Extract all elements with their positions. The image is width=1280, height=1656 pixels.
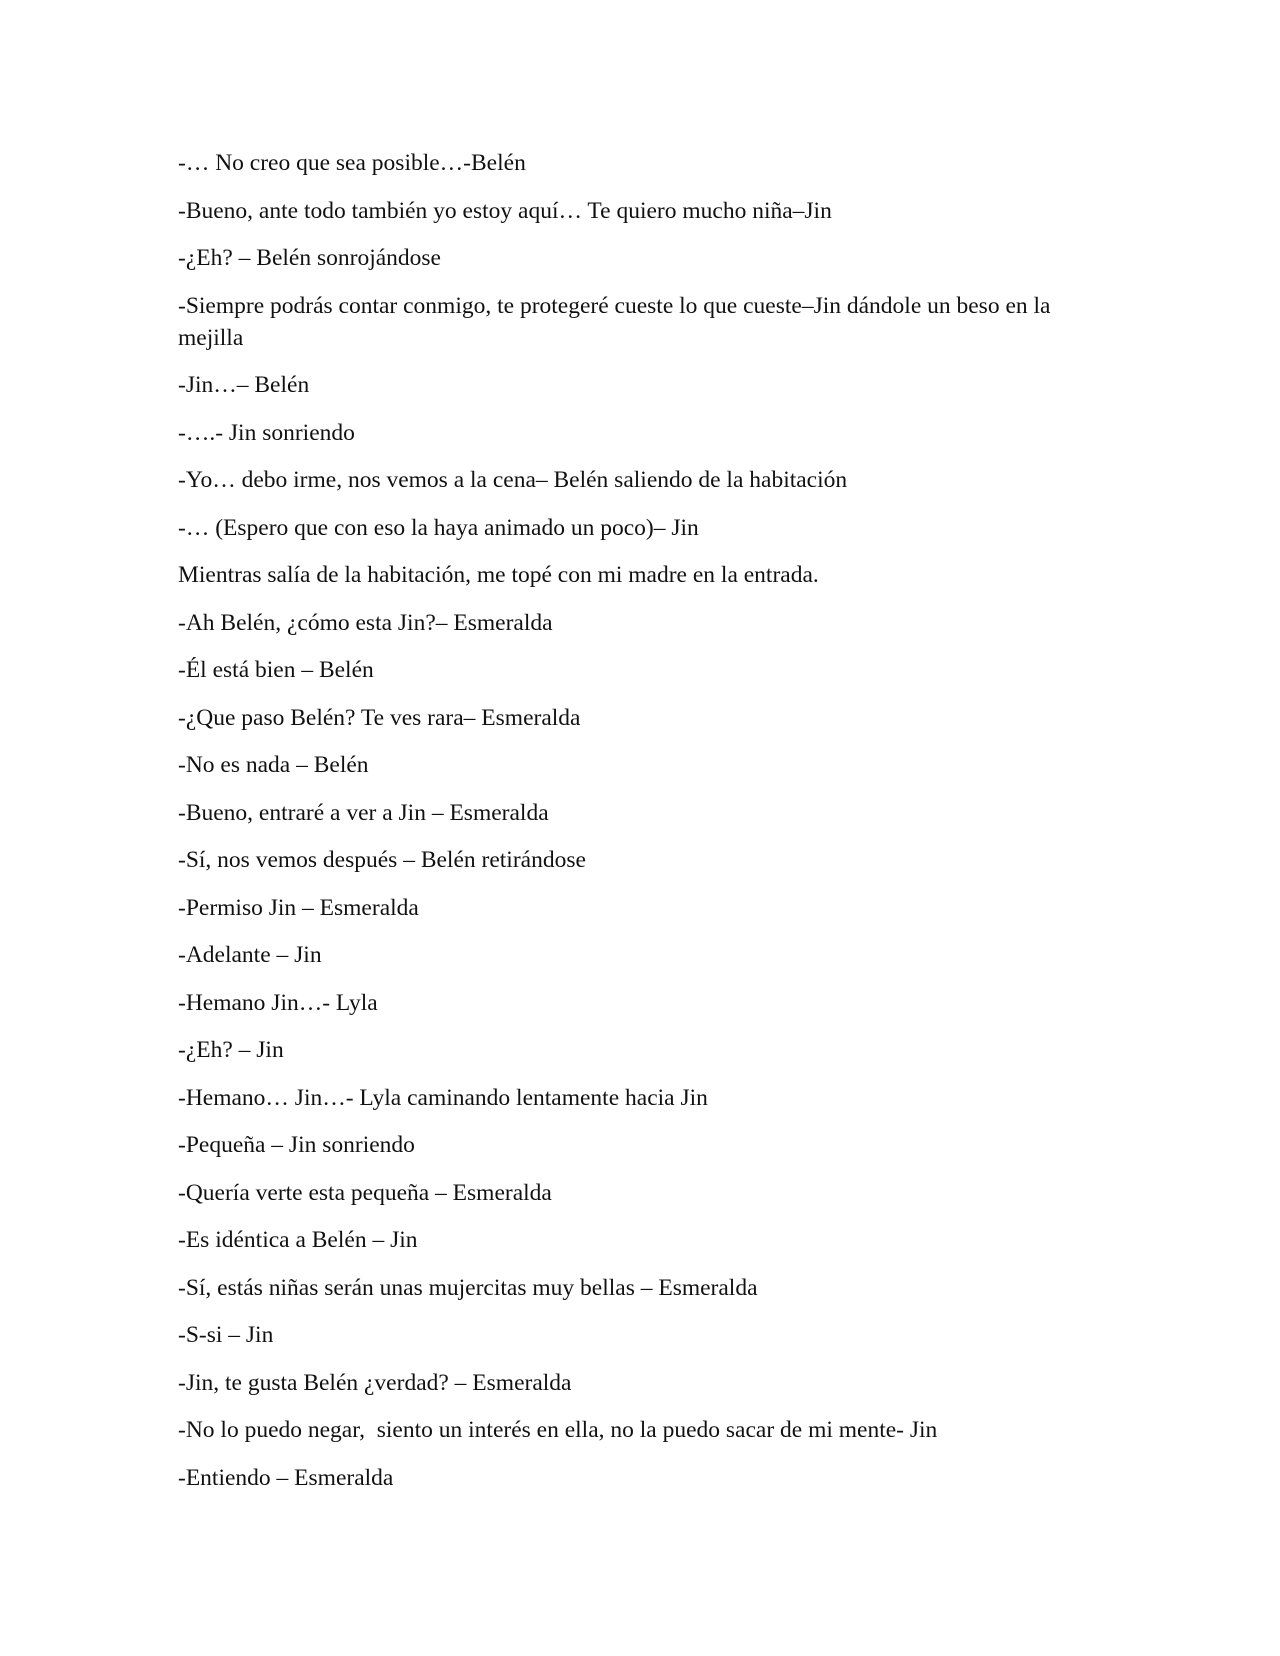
dialogue-line: -… No creo que sea posible…-Belén	[178, 150, 526, 176]
dialogue-line: -Adelante – Jin	[178, 942, 322, 968]
dialogue-line: Mientras salía de la habitación, me topé con mi madre en la entrada.	[178, 562, 819, 588]
dialogue-line: -Es idéntica a Belén – Jin	[178, 1227, 418, 1253]
dialogue-line: -S-si – Jin	[178, 1322, 274, 1348]
dialogue-line: -Hemano Jin…- Lyla	[178, 989, 378, 1016]
dialogue-line: -Bueno, entraré a ver a Jin – Esmeralda	[178, 799, 549, 826]
dialogue-line: -Yo… debo irme, nos vemos a la cena– Belén saliendo de la habitación	[178, 467, 848, 493]
dialogue-line: -No es nada – Belén	[178, 752, 369, 778]
dialogue-line: -… (Espero que con eso la haya animado un poco)– Jin	[178, 514, 699, 541]
dialogue-line: -Jin, te gusta Belén ¿verdad? – Esmeralda	[178, 1369, 572, 1396]
dialogue-line: -Siempre podrás contar conmigo, te protegeré cueste lo que cueste–Jin dándole un beso en la mejilla	[178, 292, 1057, 351]
dialogue-line: -Quería verte esta pequeña – Esmeralda	[178, 1179, 552, 1206]
dialogue-line: -Pequeña – Jin sonriendo	[178, 1132, 415, 1158]
dialogue-line: -Bueno, ante todo también yo estoy aquí… Te quiero mucho niña–Jin	[178, 197, 832, 224]
dialogue-line: -¿Que paso Belén? Te ves rara– Esmeralda	[178, 704, 581, 731]
dialogue-line: -Entiendo – Esmeralda	[178, 1464, 394, 1491]
dialogue-line: -Sí, estás niñas serán unas mujercitas muy bellas – Esmeralda	[178, 1274, 758, 1301]
dialogue-line: -¿Eh? – Jin	[178, 1037, 284, 1063]
dialogue-line: -….- Jin sonriendo	[178, 419, 355, 446]
dialogue-line: -¿Eh? – Belén sonrojándose	[178, 245, 441, 271]
dialogue-line: -Él está bien – Belén	[178, 657, 374, 683]
dialogue-line: -Sí, nos vemos después – Belén retirándose	[178, 847, 586, 873]
dialogue-line: -Permiso Jin – Esmeralda	[178, 894, 419, 921]
document-page	[178, 147, 1108, 1509]
dialogue-line: -Ah Belén, ¿cómo esta Jin?– Esmeralda	[178, 609, 553, 636]
dialogue-line: -No lo puedo negar, siento un interés en ella, no la puedo sacar de mi mente- Jin	[178, 1417, 938, 1443]
dialogue-line: -Hemano… Jin…- Lyla caminando lentamente hacia Jin	[178, 1084, 708, 1111]
dialogue-line: -Jin…– Belén	[178, 372, 310, 398]
